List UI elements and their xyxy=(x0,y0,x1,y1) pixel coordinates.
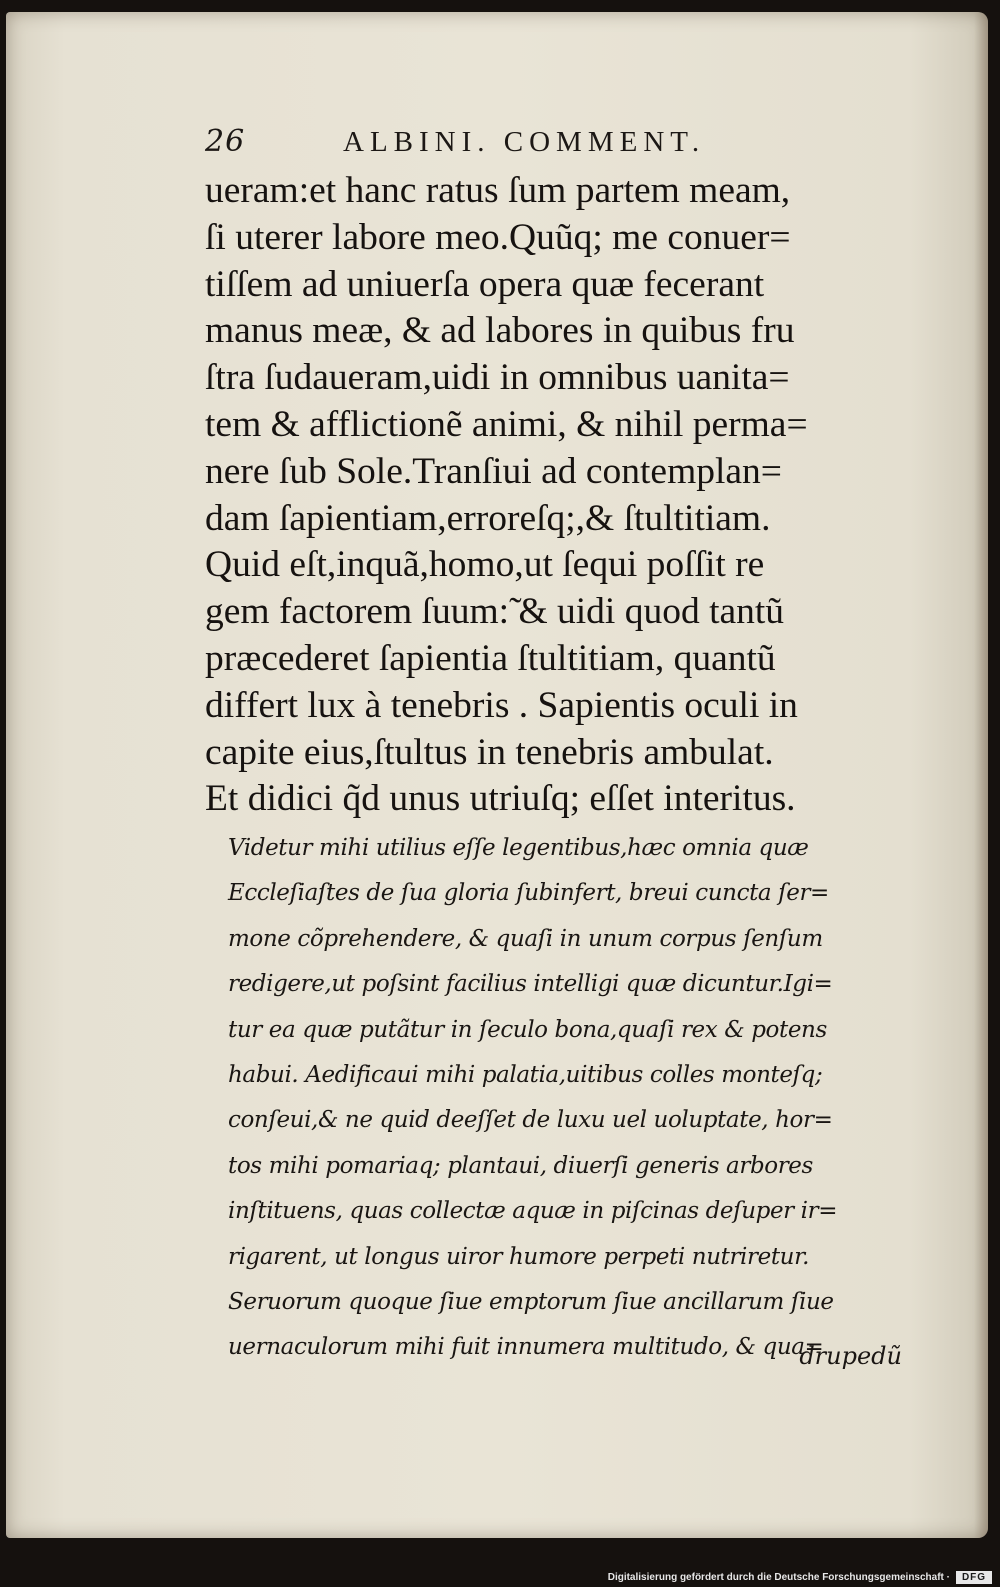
main-text-line: ſtra ſudaueram,uidi in omnibus uanita= xyxy=(205,357,790,399)
main-text-block xyxy=(205,168,895,823)
main-text-line: Quid eſt,inquã,homo,ut ſequi poſſit re xyxy=(205,544,765,586)
commentary-line: conſeui,& ne quid deeſſet de luxu uel uoluptate, hor= xyxy=(228,1107,833,1134)
main-text-line: tem & afflictionẽ animi, & nihil perma= xyxy=(205,403,808,445)
dfg-logo: DFG xyxy=(956,1571,992,1584)
main-text-line: nere ſub Sole.Tranſiui ad contemplan= xyxy=(205,450,782,492)
main-text-line: manus meæ, & ad labores in quibus fru xyxy=(205,310,795,352)
commentary-line: tur ea quæ putãtur in ſeculo bona,quaſi rex & potens xyxy=(228,1016,827,1043)
commentary-line: redigere,ut poſsint facilius intelligi quæ dicuntur.Igi= xyxy=(228,971,833,998)
commentary-line: uernaculorum mihi fuit innumera multitudo, & qua= xyxy=(228,1334,824,1361)
main-text-line: Et didici q̃d unus utriuſq; eſſet interitus. xyxy=(205,778,796,820)
commentary-line: tos mihi pomariaq; plantaui, diuerſi generis arbores xyxy=(228,1152,813,1179)
main-text-line: ſi uterer labore meo.Quũq; me conuer= xyxy=(205,216,791,258)
commentary-line: mone cõprehendere, & quaſi in unum corpus ſenſum xyxy=(228,925,823,952)
page-number: 26 xyxy=(205,124,246,159)
main-text-line: præcederet ſapientia ſtultitiam, quantũ xyxy=(205,637,776,679)
running-head: ALBINI. COMMENT. xyxy=(343,126,706,158)
page-header xyxy=(205,124,895,168)
main-text-line: dam ſapientiam,erroreſq;,& ſtultitiam. xyxy=(205,497,771,539)
commentary-line: habui. Aedificaui mihi palatia,uitibus colles monteſq; xyxy=(228,1062,823,1089)
commentary-line: Seruorum quoque ſiue emptorum ſiue ancillarum ſiue xyxy=(228,1289,834,1316)
commentary-block xyxy=(228,826,896,1371)
catchword: drupedũ xyxy=(799,1342,902,1370)
main-text-line: gem factorem ſuum:̃ & uidi quod tantũ xyxy=(205,591,785,633)
main-text-line: tiſſem ad uniuerſa opera quæ fecerant xyxy=(205,263,765,305)
commentary-line: Videtur mihi utilius eſſe legentibus,hæc omnia quæ xyxy=(228,835,809,861)
commentary-line: inſtituens, quas collectæ aquæ in piſcinas deſuper ir= xyxy=(228,1198,838,1225)
digitization-credit: Digitalisierung gefördert durch die Deutsche Forschungsgemeinschaft · xyxy=(607,1572,950,1583)
main-text-line: capite eius,ſtultus in tenebris ambulat. xyxy=(205,731,774,773)
main-text-line: differt lux à tenebris . Sapientis oculi in xyxy=(205,684,798,726)
commentary-line: rigarent, ut longus uiror humore perpeti nutriretur. xyxy=(228,1243,810,1270)
page-edge-shadow xyxy=(974,12,988,1538)
commentary-line: Eccleſiaſtes de ſua gloria ſubinfert, breui cuncta ſer= xyxy=(228,880,829,907)
main-text-line: ueram:et hanc ratus ſum partem meam, xyxy=(205,170,791,211)
